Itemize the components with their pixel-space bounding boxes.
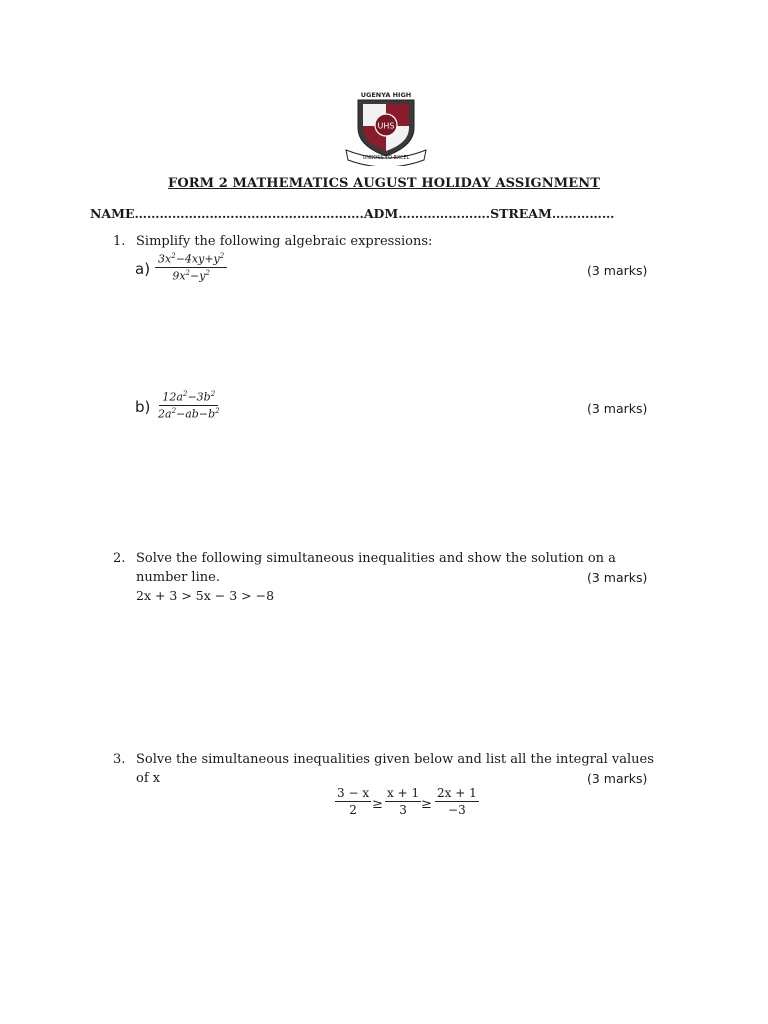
school-logo — [340, 90, 432, 166]
question-1b-expression: $\frac{12a^2-3b^2}{2a^2-ab-b^2}$ — [158, 390, 220, 421]
question-2-text-line1: Solve the following simultaneous inequalities and show the solution on a — [136, 551, 616, 566]
page-title: FORM 2 MATHEMATICS AUGUST HOLIDAY ASSIGNMENT — [168, 176, 600, 191]
question-3-fraction-3-den: −3 — [448, 803, 466, 817]
question-3-fraction-1 — [335, 786, 371, 817]
question-2-marks: (3 marks) — [587, 570, 648, 585]
question-1-number: 1. — [113, 234, 126, 249]
logo-initials: UHS — [377, 121, 395, 131]
question-3-marks: (3 marks) — [587, 771, 648, 786]
question-1a-label: a) — [135, 260, 151, 278]
question-3-relation-2: ≥ — [421, 797, 432, 812]
question-3-text-line1: Solve the simultaneous inequalities given below and list all the integral values — [136, 752, 654, 767]
logo-school-name: UGENYA HIGH — [360, 91, 412, 99]
question-2-number: 2. — [113, 551, 126, 566]
question-3-fraction-3 — [435, 786, 479, 817]
logo-motto: UNBOSS TO EXCEL — [362, 155, 410, 161]
question-3-fraction-1-num: 3 − x — [337, 786, 370, 800]
question-3-fraction-2-num: x + 1 — [387, 786, 420, 800]
question-2-text-line2: number line. — [136, 570, 220, 585]
question-1a-marks: (3 marks) — [587, 263, 648, 278]
student-details-line: NAME……………………………………………….ADM………………….STREAM…………… — [90, 206, 615, 221]
question-3-text-line2: of x — [136, 771, 161, 786]
question-3-fraction-2 — [385, 786, 421, 817]
question-3-fraction-1-den: 2 — [349, 803, 357, 817]
question-1a-expression: $\frac{3x^2-4xy+y^2}{9x^2-y^2}$ — [155, 252, 227, 282]
question-1b-label: b) — [135, 398, 151, 416]
question-3-relation-1: ≥ — [372, 797, 383, 812]
question-3-fraction-2-den: 3 — [399, 803, 407, 817]
question-1b-marks: (3 marks) — [587, 401, 648, 416]
question-1-text: Simplify the following algebraic expressions: — [136, 234, 433, 249]
question-3-fraction-3-num: 2x + 1 — [437, 786, 477, 800]
question-2-expression: 2x + 3 > 5x − 3 > −8 — [136, 588, 275, 603]
question-3-number: 3. — [113, 752, 126, 767]
